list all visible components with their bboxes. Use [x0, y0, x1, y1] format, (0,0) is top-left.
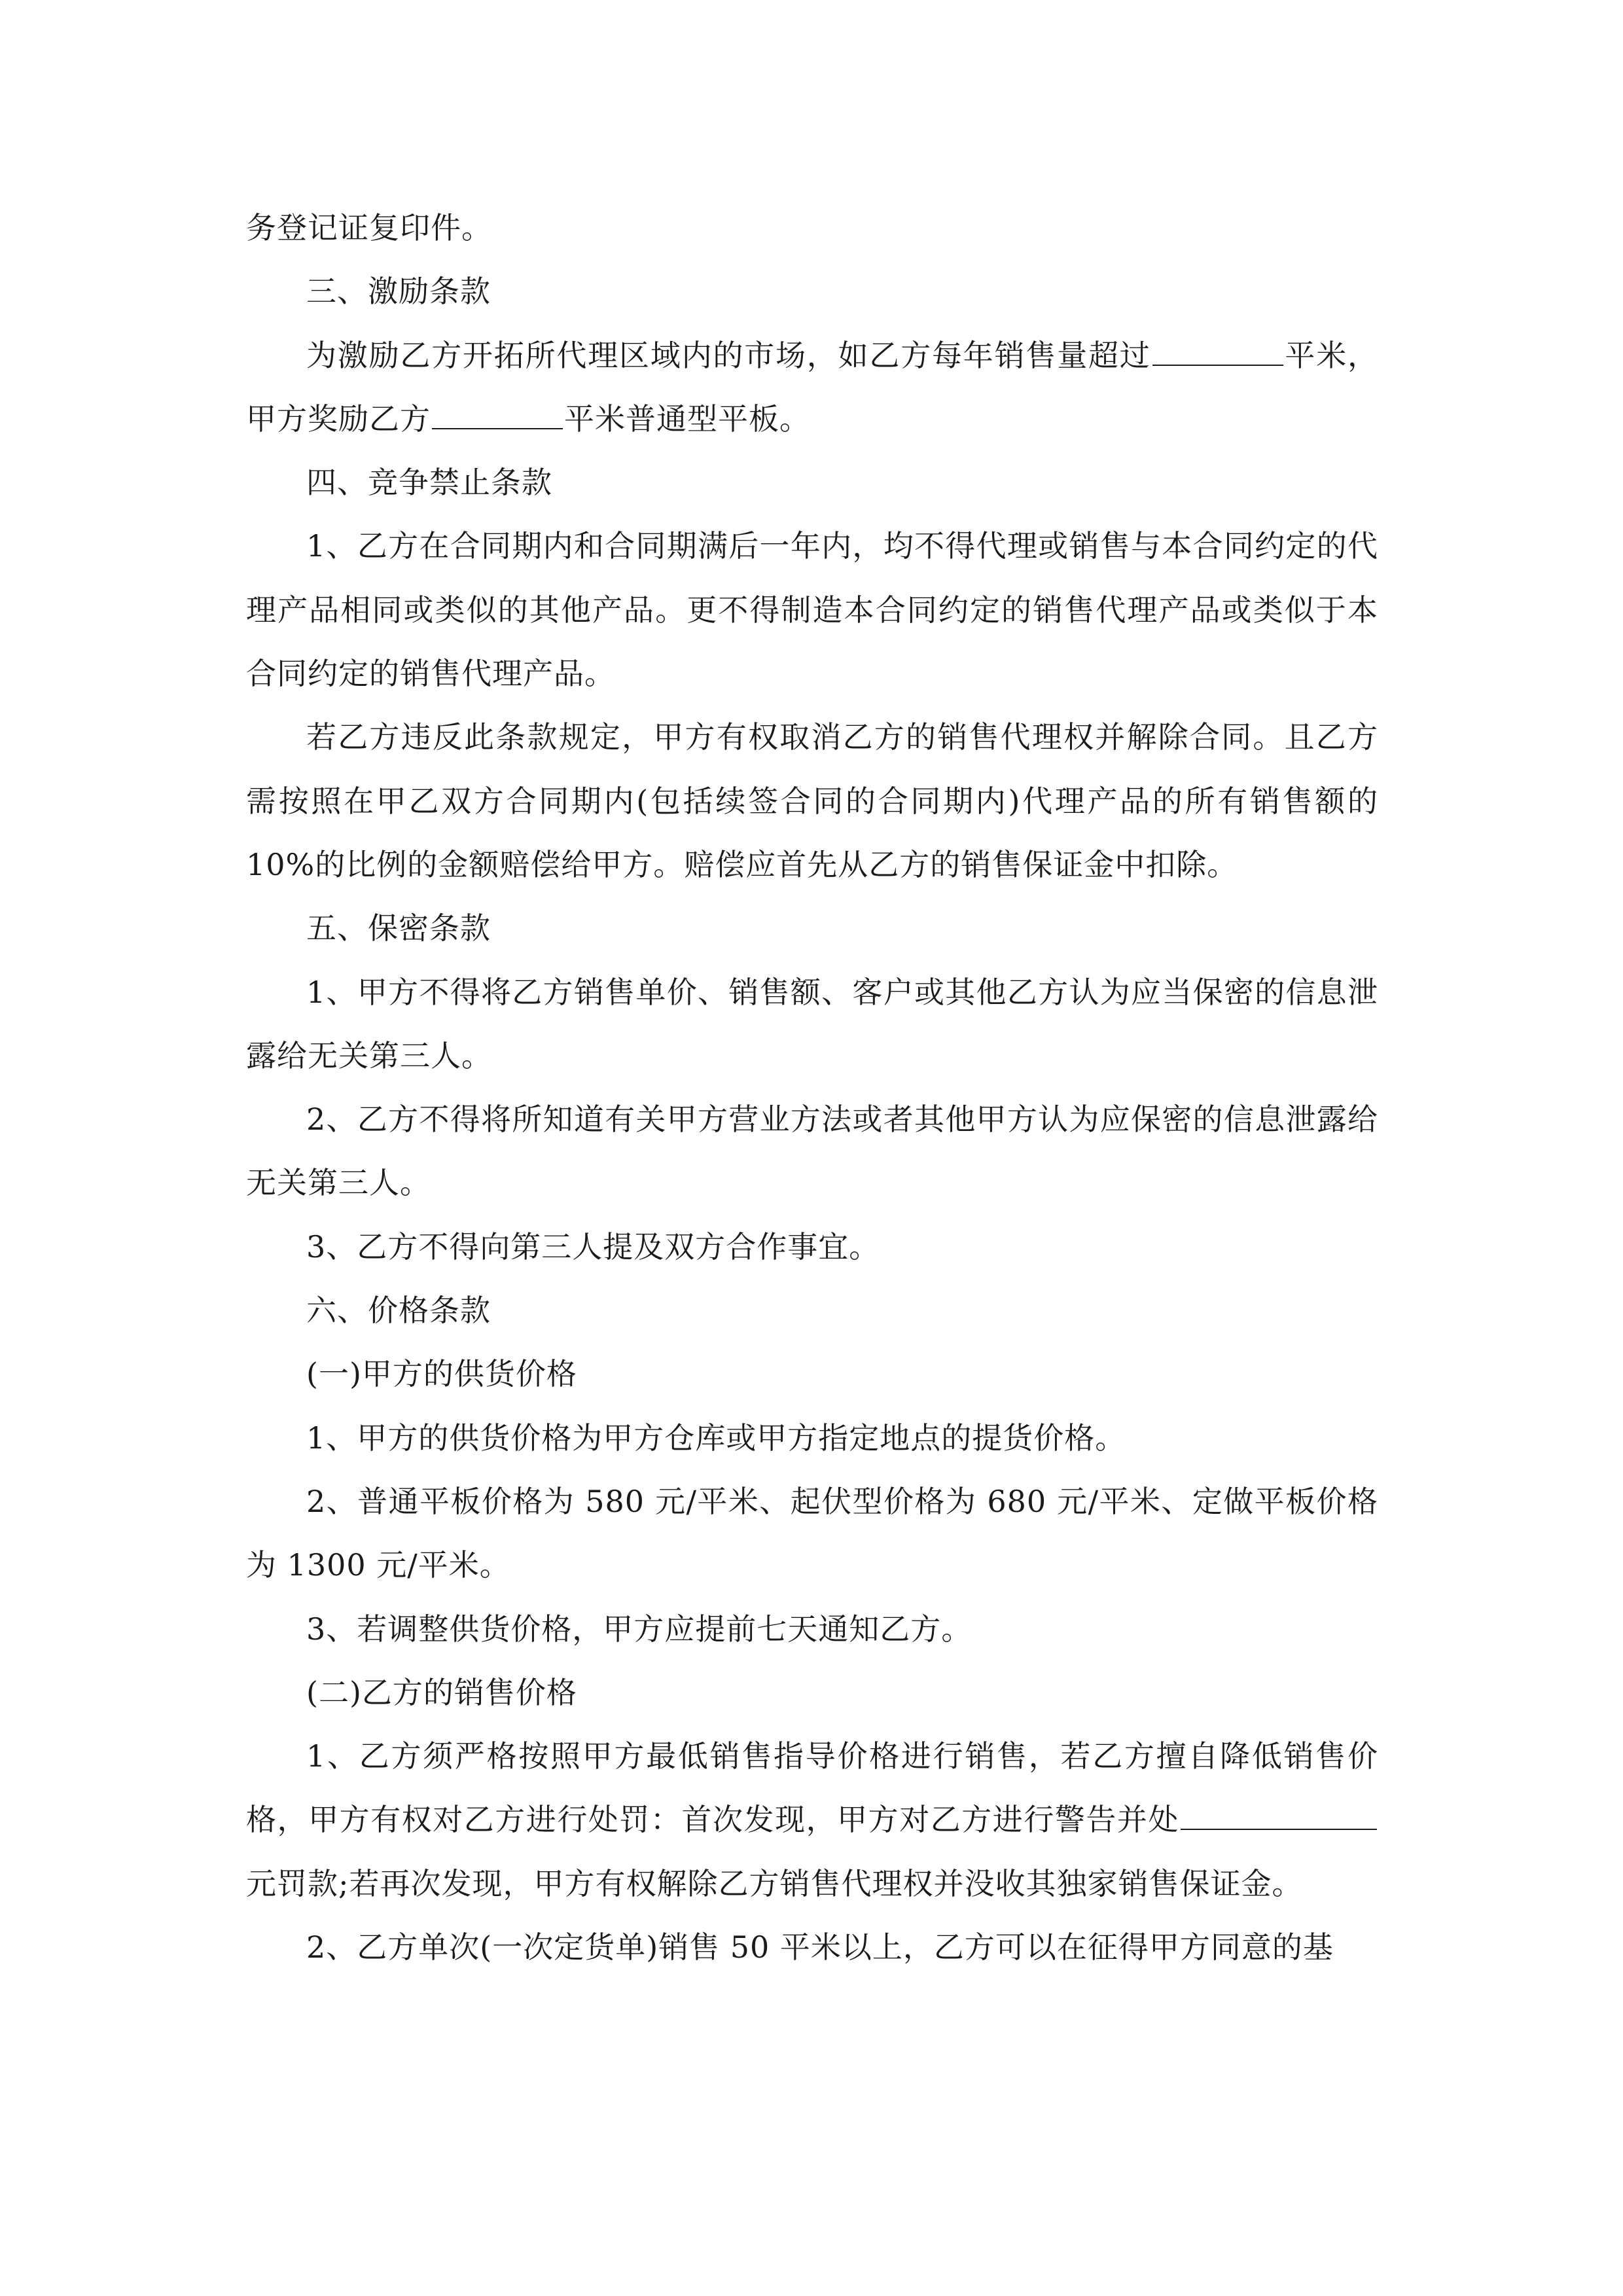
- section-heading-non-compete: 四、竞争禁止条款: [306, 465, 552, 501]
- paragraph: 若乙方违反此条款规定，甲方有权取消乙方的销售代理权并解除合同。且乙方需按照在甲乙双方合同期内(包括续签合同的合同期内)代理产品的所有销售额的 10%的比例的金额赔偿给甲方。赔偿应首先从乙方的销售保证金中扣除。: [246, 719, 1378, 882]
- paragraph: 1、甲方不得将乙方销售单价、销售额、客户或其他乙方认为应当保密的信息泄露给无关第三人。: [246, 974, 1378, 1073]
- paragraph: 2、乙方不得将所知道有关甲方营业方法或者其他甲方认为应保密的信息泄露给无关第三人。: [246, 1102, 1378, 1201]
- paragraph-text: 平米普通型平板。: [564, 401, 810, 437]
- paragraph: 3、若调整供货价格，甲方应提前七天通知乙方。: [306, 1611, 972, 1647]
- fill-in-blank: [1181, 1799, 1377, 1830]
- section-heading-price: 六、价格条款: [306, 1293, 491, 1329]
- paragraph-text: 1、乙方须严格按照甲方最低销售指导价格进行销售，若乙方擅自降低销售价格，甲方有权对乙方进行处罚：首次发现，甲方对乙方进行警告并处: [246, 1738, 1378, 1838]
- paragraph: 3、乙方不得向第三人提及双方合作事宜。: [306, 1229, 880, 1265]
- paragraph-text: 为激励乙方开拓所代理区域内的市场，如乙方每年销售量超过: [306, 337, 1151, 373]
- section-heading-incentive: 三、激励条款: [306, 274, 491, 310]
- document-body: [246, 196, 1378, 1979]
- paragraph: 1、乙方在合同期内和合同期满后一年内，均不得代理或销售与本合同约定的代理产品相同或类似的其他产品。更不得制造本合同约定的销售代理产品或类似于本合同约定的销售代理产品。: [246, 528, 1378, 692]
- paragraph-penalty: [246, 1725, 1378, 1916]
- paragraph: 2、乙方单次(一次定货单)销售 50 平米以上，乙方可以在征得甲方同意的基: [306, 1929, 1334, 1965]
- paragraph: 2、普通平板价格为 580 元/平米、起伏型价格为 680 元/平米、定做平板价格为 1300 元/平米。: [246, 1483, 1378, 1583]
- subsection-heading: (二)乙方的销售价格: [306, 1674, 577, 1710]
- paragraph-text: 元罚款;若再次发现，甲方有权解除乙方销售代理权并没收其独家销售保证金。: [246, 1865, 1303, 1901]
- paragraph: 1、甲方的供货价格为甲方仓库或甲方指定地点的提货价格。: [306, 1420, 1126, 1456]
- subsection-heading: (一)甲方的供货价格: [306, 1356, 577, 1392]
- paragraph: 务登记证复印件。: [246, 210, 492, 245]
- paragraph-incentive: [246, 324, 1378, 452]
- paragraph-text: 平米，甲方奖励乙方: [246, 337, 1379, 437]
- fill-in-blank: [1152, 334, 1283, 366]
- section-heading-confidentiality: 五、保密条款: [306, 910, 491, 946]
- fill-in-blank: [432, 398, 563, 429]
